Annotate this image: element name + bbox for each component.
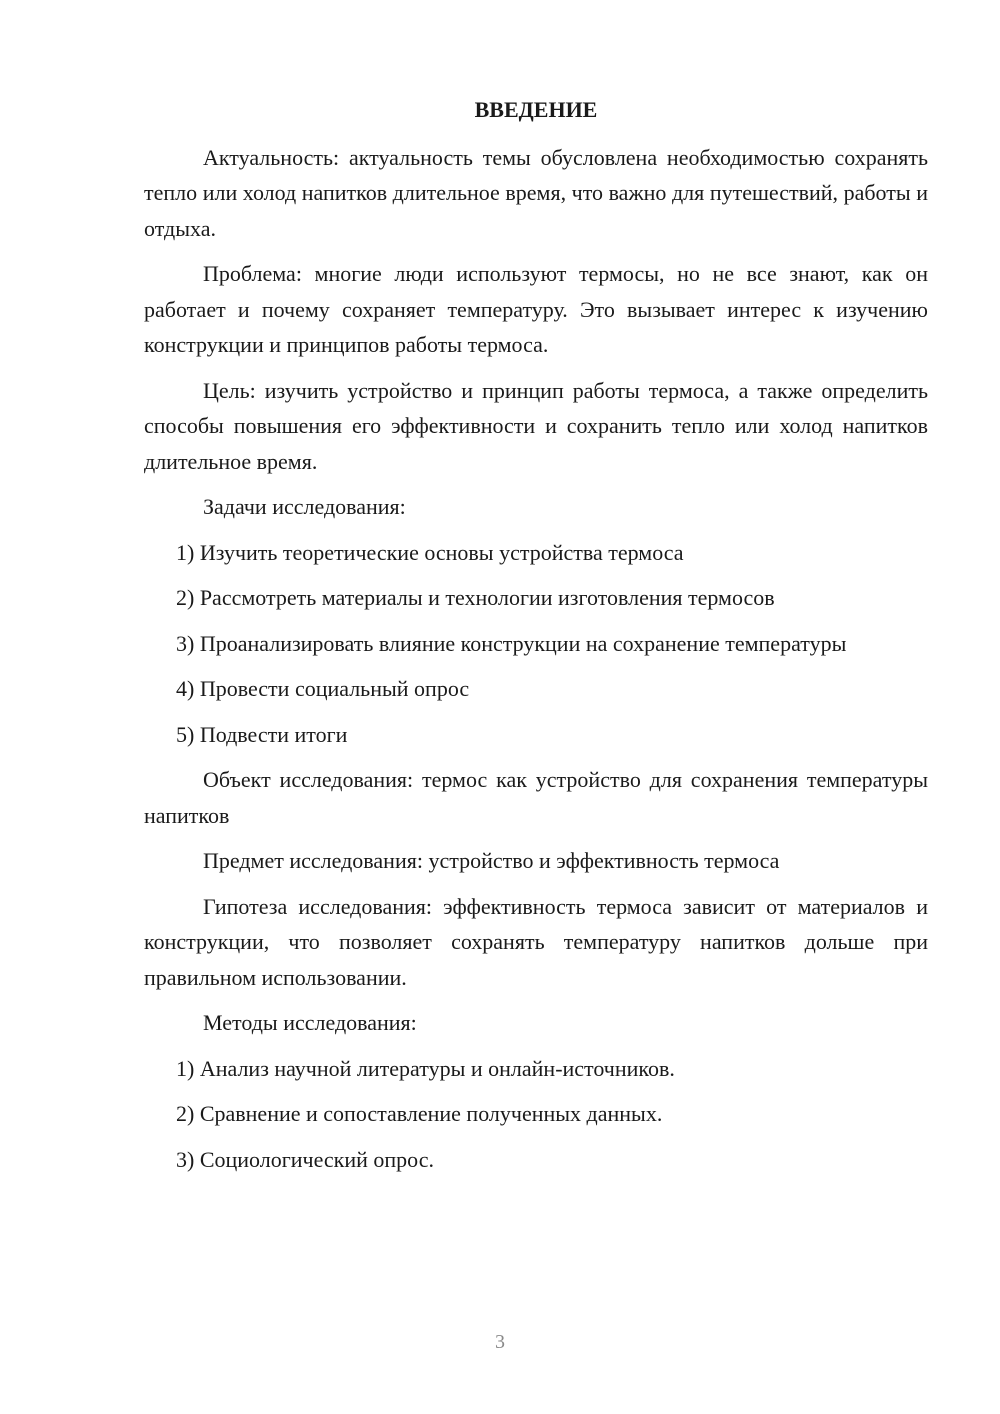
relevance-paragraph: Актуальность: актуальность темы обусловлена необходимостью сохранять тепло или холод напитков длительное время, что важно для путешествий, работы и отдыха. [144,144,928,241]
page-number: 3 [495,1331,505,1353]
task-item: 3) Проанализировать влияние конструкции на сохранение температуры [176,630,847,656]
method-item: 2) Сравнение и сопоставление полученных данных. [176,1101,663,1126]
method-item: 1) Анализ научной литературы и онлайн-источников. [176,1055,675,1081]
methods-heading: Методы исследования: [203,1010,417,1035]
problem-paragraph: Проблема: многие люди используют термосы, но не все знают, как он работает и почему сохраняет температуру. Это вызывает интерес к изучению конструкции и принципов работы термоса. [144,261,928,357]
goal-paragraph: Цель: изучить устройство и принцип работы термоса, а также определить способы повышения его эффективности и сохранить тепло или холод напитков длительное время. [144,377,928,474]
subject-paragraph: Предмет исследования: устройство и эффективность термоса [203,848,780,873]
task-item: 2) Рассмотреть материалы и технологии изготовления термосов [176,585,775,610]
section-title: ВВЕДЕНИЕ [474,97,598,122]
task-item: 1) Изучить теоретические основы устройства термоса [176,539,684,565]
tasks-heading: Задачи исследования: [203,494,406,519]
object-paragraph: Объект исследования: термос как устройство для сохранения температуры напитков [144,767,928,828]
hypothesis-paragraph: Гипотеза исследования: эффективность термоса зависит от материалов и конструкции, что позволяет сохранять температуру напитков дольше при правильном использовании. [144,893,928,990]
document-body [144,92,928,1187]
task-item: 5) Подвести итоги [176,721,348,747]
task-item: 4) Провести социальный опрос [176,676,470,701]
method-item: 3) Социологический опрос. [176,1146,434,1172]
